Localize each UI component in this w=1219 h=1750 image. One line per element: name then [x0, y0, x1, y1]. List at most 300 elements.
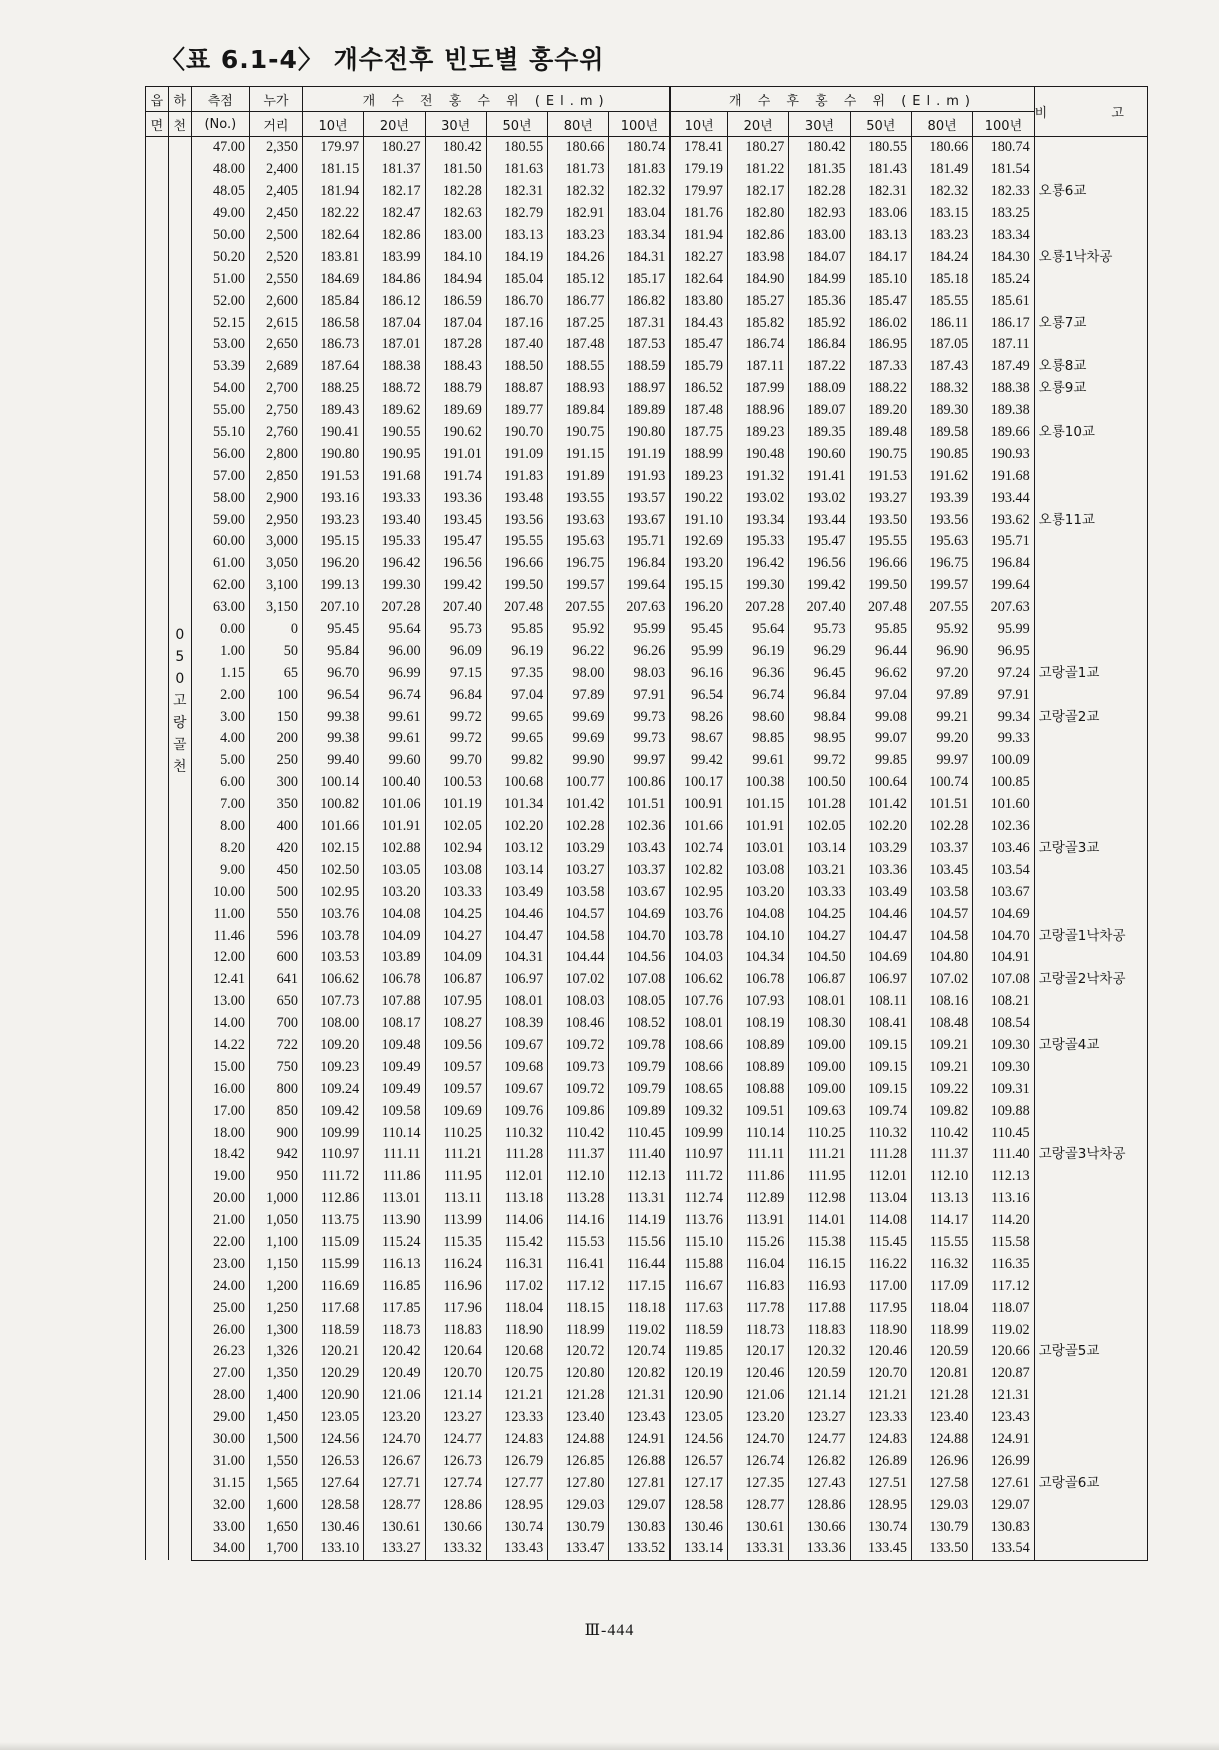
remark-cell: 고랑골3교 — [1034, 838, 1147, 860]
cumdist-cell: 1,250 — [249, 1297, 302, 1319]
station-cell: 4.00 — [191, 728, 249, 750]
before-level-cell: 199.13 — [302, 575, 363, 597]
station-cell: 11.00 — [191, 903, 249, 925]
cumdist-cell: 1,326 — [249, 1341, 302, 1363]
after-level-cell: 126.74 — [728, 1450, 789, 1472]
after-level-cell: 111.37 — [911, 1144, 972, 1166]
after-level-cell: 184.24 — [911, 246, 972, 268]
after-level-cell: 99.85 — [850, 750, 911, 772]
before-level-cell: 113.11 — [425, 1188, 486, 1210]
after-level-cell: 101.66 — [670, 816, 727, 838]
cumdist-cell: 2,350 — [249, 137, 302, 159]
after-level-cell: 189.30 — [911, 400, 972, 422]
before-level-cell: 103.89 — [364, 947, 425, 969]
after-level-cell: 103.33 — [789, 881, 850, 903]
after-level-cell: 115.55 — [911, 1232, 972, 1254]
remark-cell — [1034, 1210, 1147, 1232]
after-level-cell: 107.08 — [973, 969, 1034, 991]
after-level-cell: 109.00 — [789, 1078, 850, 1100]
station-cell: 63.00 — [191, 597, 249, 619]
cumdist-cell: 550 — [249, 903, 302, 925]
before-level-cell: 182.32 — [609, 181, 670, 203]
after-level-cell: 187.11 — [973, 334, 1034, 356]
after-level-cell: 100.09 — [973, 750, 1034, 772]
after-level-cell: 199.30 — [728, 575, 789, 597]
after-level-cell: 100.17 — [670, 772, 727, 794]
river-name-char: 0 — [175, 627, 185, 643]
before-level-cell: 109.67 — [486, 1078, 547, 1100]
before-level-cell: 180.74 — [609, 137, 670, 159]
before-level-cell: 109.49 — [364, 1078, 425, 1100]
before-level-cell: 187.01 — [364, 334, 425, 356]
before-level-cell: 120.68 — [486, 1341, 547, 1363]
station-cell: 49.00 — [191, 203, 249, 225]
after-level-cell: 99.21 — [911, 706, 972, 728]
before-level-cell: 133.52 — [609, 1538, 670, 1560]
after-level-cell: 120.87 — [973, 1363, 1034, 1385]
after-level-cell: 128.77 — [728, 1494, 789, 1516]
after-level-cell: 184.17 — [850, 246, 911, 268]
before-level-cell: 190.80 — [302, 443, 363, 465]
after-level-cell: 193.39 — [911, 487, 972, 509]
after-level-cell: 103.20 — [728, 881, 789, 903]
before-level-cell: 113.99 — [425, 1210, 486, 1232]
before-level-cell: 195.15 — [302, 531, 363, 553]
station-cell: 48.05 — [191, 181, 249, 203]
after-level-cell: 95.45 — [670, 619, 727, 641]
station-cell: 25.00 — [191, 1297, 249, 1319]
after-level-cell: 104.34 — [728, 947, 789, 969]
before-level-cell: 196.56 — [425, 553, 486, 575]
before-level-cell: 113.75 — [302, 1210, 363, 1232]
table-row — [146, 181, 1148, 203]
after-level-cell: 196.66 — [850, 553, 911, 575]
before-level-cell: 109.20 — [302, 1035, 363, 1057]
after-level-cell: 104.10 — [728, 925, 789, 947]
cumdist-cell: 2,600 — [249, 290, 302, 312]
after-level-cell: 116.15 — [789, 1253, 850, 1275]
before-level-cell: 101.34 — [486, 794, 547, 816]
before-level-cell: 99.38 — [302, 728, 363, 750]
before-level-cell: 96.00 — [364, 640, 425, 662]
after-level-cell: 124.56 — [670, 1429, 727, 1451]
table-row — [146, 356, 1148, 378]
after-level-cell: 102.95 — [670, 881, 727, 903]
after-level-cell: 121.28 — [911, 1385, 972, 1407]
after-level-cell: 109.82 — [911, 1100, 972, 1122]
after-level-cell: 186.95 — [850, 334, 911, 356]
after-level-cell: 130.46 — [670, 1516, 727, 1538]
after-level-cell: 103.36 — [850, 859, 911, 881]
after-level-cell: 195.33 — [728, 531, 789, 553]
after-level-cell: 108.30 — [789, 1013, 850, 1035]
before-level-cell: 99.38 — [302, 706, 363, 728]
table-row — [146, 838, 1148, 860]
before-level-cell: 187.40 — [486, 334, 547, 356]
station-cell: 1.15 — [191, 662, 249, 684]
after-level-cell: 193.02 — [789, 487, 850, 509]
after-level-cell: 128.95 — [850, 1494, 911, 1516]
after-level-cell: 99.61 — [728, 750, 789, 772]
before-level-cell: 109.67 — [486, 1035, 547, 1057]
before-level-cell: 103.20 — [364, 881, 425, 903]
after-level-cell: 104.03 — [670, 947, 727, 969]
after-level-cell: 187.05 — [911, 334, 972, 356]
before-level-cell: 199.42 — [425, 575, 486, 597]
remark-cell — [1034, 903, 1147, 925]
before-level-cell: 96.09 — [425, 640, 486, 662]
station-cell: 19.00 — [191, 1166, 249, 1188]
before-level-cell: 195.63 — [548, 531, 609, 553]
table-row — [146, 422, 1148, 444]
before-level-cell: 120.21 — [302, 1341, 363, 1363]
after-level-cell: 116.83 — [728, 1275, 789, 1297]
before-level-cell: 108.52 — [609, 1013, 670, 1035]
after-level-cell: 103.37 — [911, 838, 972, 860]
before-level-cell: 95.99 — [609, 619, 670, 641]
station-cell: 61.00 — [191, 553, 249, 575]
before-level-cell: 111.40 — [609, 1144, 670, 1166]
after-level-cell: 184.99 — [789, 268, 850, 290]
before-level-cell: 109.49 — [364, 1056, 425, 1078]
table-row — [146, 509, 1148, 531]
before-level-cell: 111.37 — [548, 1144, 609, 1166]
before-level-cell: 188.97 — [609, 378, 670, 400]
after-level-cell: 195.55 — [850, 531, 911, 553]
after-level-cell: 118.59 — [670, 1319, 727, 1341]
after-level-cell: 185.47 — [850, 290, 911, 312]
after-level-cell: 180.55 — [850, 137, 911, 159]
after-level-cell: 181.54 — [973, 159, 1034, 181]
station-cell: 53.00 — [191, 334, 249, 356]
table-row — [146, 1363, 1148, 1385]
before-level-cell: 124.77 — [425, 1429, 486, 1451]
before-level-cell: 191.89 — [548, 465, 609, 487]
before-level-cell: 108.01 — [486, 991, 547, 1013]
cumdist-cell: 942 — [249, 1144, 302, 1166]
before-level-cell: 181.94 — [302, 181, 363, 203]
header-after-group: 개 수 후 홍 수 위 (El.m) — [670, 87, 1034, 112]
after-level-cell: 128.86 — [789, 1494, 850, 1516]
after-level-cell: 110.25 — [789, 1122, 850, 1144]
before-level-cell: 104.58 — [548, 925, 609, 947]
before-level-cell: 109.79 — [609, 1078, 670, 1100]
station-cell: 51.00 — [191, 268, 249, 290]
station-cell: 21.00 — [191, 1210, 249, 1232]
before-level-cell: 99.72 — [425, 728, 486, 750]
station-cell: 31.15 — [191, 1472, 249, 1494]
remark-cell — [1034, 1166, 1147, 1188]
cumdist-cell: 2,850 — [249, 465, 302, 487]
before-level-cell: 102.88 — [364, 838, 425, 860]
cumdist-cell: 2,700 — [249, 378, 302, 400]
after-level-cell: 110.14 — [728, 1122, 789, 1144]
after-level-cell: 179.19 — [670, 159, 727, 181]
after-level-cell: 114.20 — [973, 1210, 1034, 1232]
after-level-cell: 186.02 — [850, 312, 911, 334]
table-row — [146, 1253, 1148, 1275]
table-row — [146, 597, 1148, 619]
before-level-cell: 109.72 — [548, 1078, 609, 1100]
before-level-cell: 107.02 — [548, 969, 609, 991]
before-level-cell: 109.69 — [425, 1100, 486, 1122]
before-level-cell: 110.25 — [425, 1122, 486, 1144]
table-row — [146, 1275, 1148, 1297]
before-level-cell: 104.44 — [548, 947, 609, 969]
before-level-cell: 207.63 — [609, 597, 670, 619]
after-level-cell: 193.34 — [728, 509, 789, 531]
after-level-cell: 116.67 — [670, 1275, 727, 1297]
after-level-cell: 100.38 — [728, 772, 789, 794]
before-level-cell: 95.73 — [425, 619, 486, 641]
before-level-cell: 190.55 — [364, 422, 425, 444]
cumdist-cell: 750 — [249, 1056, 302, 1078]
before-level-cell: 126.73 — [425, 1450, 486, 1472]
cumdist-cell: 900 — [249, 1122, 302, 1144]
after-level-cell: 116.04 — [728, 1253, 789, 1275]
after-level-cell: 193.44 — [973, 487, 1034, 509]
cumdist-cell: 1,200 — [249, 1275, 302, 1297]
before-level-cell: 183.99 — [364, 246, 425, 268]
after-level-cell: 179.97 — [670, 181, 727, 203]
before-level-cell: 189.43 — [302, 400, 363, 422]
after-level-cell: 118.73 — [728, 1319, 789, 1341]
after-level-cell: 96.84 — [789, 684, 850, 706]
before-level-cell: 109.79 — [609, 1056, 670, 1078]
station-cell: 2.00 — [191, 684, 249, 706]
before-level-cell: 99.69 — [548, 728, 609, 750]
after-level-cell: 178.41 — [670, 137, 727, 159]
before-level-cell: 185.17 — [609, 268, 670, 290]
header-before-100yr: 100년 — [609, 112, 670, 137]
table-row — [146, 1144, 1148, 1166]
after-level-cell: 108.88 — [728, 1078, 789, 1100]
before-level-cell: 123.43 — [609, 1407, 670, 1429]
header-station-2: (No.) — [191, 112, 249, 137]
after-level-cell: 188.99 — [670, 443, 727, 465]
after-level-cell: 124.91 — [973, 1429, 1034, 1451]
after-level-cell: 183.00 — [789, 225, 850, 247]
after-level-cell: 185.36 — [789, 290, 850, 312]
after-level-cell: 181.49 — [911, 159, 972, 181]
before-level-cell: 116.41 — [548, 1253, 609, 1275]
table-row — [146, 969, 1148, 991]
after-level-cell: 123.40 — [911, 1407, 972, 1429]
before-level-cell: 186.70 — [486, 290, 547, 312]
before-level-cell: 117.02 — [486, 1275, 547, 1297]
before-level-cell: 121.06 — [364, 1385, 425, 1407]
station-cell: 60.00 — [191, 531, 249, 553]
after-level-cell: 196.42 — [728, 553, 789, 575]
after-level-cell: 96.54 — [670, 684, 727, 706]
before-level-cell: 189.84 — [548, 400, 609, 422]
station-cell: 18.42 — [191, 1144, 249, 1166]
remark-cell — [1034, 443, 1147, 465]
after-level-cell: 129.03 — [911, 1494, 972, 1516]
cumdist-cell: 0 — [249, 619, 302, 641]
after-level-cell: 108.41 — [850, 1013, 911, 1035]
after-level-cell: 96.45 — [789, 662, 850, 684]
station-cell: 26.23 — [191, 1341, 249, 1363]
after-level-cell: 180.66 — [911, 137, 972, 159]
remark-cell — [1034, 290, 1147, 312]
cumdist-cell: 2,750 — [249, 400, 302, 422]
after-level-cell: 95.73 — [789, 619, 850, 641]
after-level-cell: 101.51 — [911, 794, 972, 816]
before-level-cell: 196.84 — [609, 553, 670, 575]
before-level-cell: 101.91 — [364, 816, 425, 838]
before-level-cell: 207.10 — [302, 597, 363, 619]
before-level-cell: 108.27 — [425, 1013, 486, 1035]
header-after-20yr: 20년 — [728, 112, 789, 137]
before-level-cell: 188.55 — [548, 356, 609, 378]
before-level-cell: 180.27 — [364, 137, 425, 159]
before-level-cell: 97.35 — [486, 662, 547, 684]
after-level-cell: 193.20 — [670, 553, 727, 575]
header-before-50yr: 50년 — [486, 112, 547, 137]
before-level-cell: 108.00 — [302, 1013, 363, 1035]
remark-cell — [1034, 203, 1147, 225]
after-level-cell: 199.42 — [789, 575, 850, 597]
table-row — [146, 487, 1148, 509]
before-level-cell: 133.43 — [486, 1538, 547, 1560]
cumdist-cell: 2,550 — [249, 268, 302, 290]
after-level-cell: 100.64 — [850, 772, 911, 794]
after-level-cell: 185.61 — [973, 290, 1034, 312]
cumdist-cell: 722 — [249, 1035, 302, 1057]
after-level-cell: 110.45 — [973, 1122, 1034, 1144]
cumdist-cell: 2,405 — [249, 181, 302, 203]
remark-cell — [1034, 1297, 1147, 1319]
before-level-cell: 120.64 — [425, 1341, 486, 1363]
station-cell: 8.00 — [191, 816, 249, 838]
after-level-cell: 189.38 — [973, 400, 1034, 422]
after-level-cell: 191.41 — [789, 465, 850, 487]
before-level-cell: 104.08 — [364, 903, 425, 925]
before-level-cell: 193.57 — [609, 487, 670, 509]
after-level-cell: 104.58 — [911, 925, 972, 947]
before-level-cell: 191.93 — [609, 465, 670, 487]
before-level-cell: 111.11 — [364, 1144, 425, 1166]
page-number: Ⅲ-444 — [584, 1622, 635, 1639]
after-level-cell: 189.23 — [728, 422, 789, 444]
before-level-cell: 191.01 — [425, 443, 486, 465]
remark-cell — [1034, 1494, 1147, 1516]
table-row — [146, 1450, 1148, 1472]
before-level-cell: 100.68 — [486, 772, 547, 794]
before-level-cell: 103.43 — [609, 838, 670, 860]
after-level-cell: 104.91 — [973, 947, 1034, 969]
before-level-cell: 109.99 — [302, 1122, 363, 1144]
after-level-cell: 118.90 — [850, 1319, 911, 1341]
before-level-cell: 107.08 — [609, 969, 670, 991]
after-level-cell: 130.74 — [850, 1516, 911, 1538]
before-level-cell: 96.70 — [302, 662, 363, 684]
before-level-cell: 104.27 — [425, 925, 486, 947]
before-level-cell: 180.42 — [425, 137, 486, 159]
cumdist-cell: 2,760 — [249, 422, 302, 444]
before-level-cell: 103.05 — [364, 859, 425, 881]
after-level-cell: 124.83 — [850, 1429, 911, 1451]
before-level-cell: 126.67 — [364, 1450, 425, 1472]
after-level-cell: 120.90 — [670, 1385, 727, 1407]
before-level-cell: 100.86 — [609, 772, 670, 794]
after-level-cell: 185.47 — [670, 334, 727, 356]
cumdist-cell: 641 — [249, 969, 302, 991]
after-level-cell: 129.07 — [973, 1494, 1034, 1516]
before-level-cell: 193.16 — [302, 487, 363, 509]
remark-cell — [1034, 881, 1147, 903]
before-level-cell: 187.31 — [609, 312, 670, 334]
cumdist-cell: 1,565 — [249, 1472, 302, 1494]
before-level-cell: 109.57 — [425, 1078, 486, 1100]
after-level-cell: 118.07 — [973, 1297, 1034, 1319]
before-level-cell: 189.77 — [486, 400, 547, 422]
after-level-cell: 103.78 — [670, 925, 727, 947]
remark-cell — [1034, 1319, 1147, 1341]
before-level-cell: 182.86 — [364, 225, 425, 247]
cumdist-cell: 2,650 — [249, 334, 302, 356]
after-level-cell: 107.02 — [911, 969, 972, 991]
remark-cell: 고랑골4교 — [1034, 1035, 1147, 1057]
after-level-cell: 104.80 — [911, 947, 972, 969]
before-level-cell: 127.81 — [609, 1472, 670, 1494]
before-level-cell: 128.86 — [425, 1494, 486, 1516]
before-level-cell: 96.26 — [609, 640, 670, 662]
header-after-50yr: 50년 — [850, 112, 911, 137]
before-level-cell: 187.28 — [425, 334, 486, 356]
table-row — [146, 1188, 1148, 1210]
after-level-cell: 182.80 — [728, 203, 789, 225]
station-cell: 13.00 — [191, 991, 249, 1013]
after-level-cell: 104.50 — [789, 947, 850, 969]
before-level-cell: 117.96 — [425, 1297, 486, 1319]
before-level-cell: 120.70 — [425, 1363, 486, 1385]
after-level-cell: 187.48 — [670, 400, 727, 422]
after-level-cell: 182.93 — [789, 203, 850, 225]
remark-cell — [1034, 816, 1147, 838]
after-level-cell: 110.32 — [850, 1122, 911, 1144]
before-level-cell: 181.37 — [364, 159, 425, 181]
after-level-cell: 113.16 — [973, 1188, 1034, 1210]
remark-cell — [1034, 859, 1147, 881]
after-level-cell: 207.55 — [911, 597, 972, 619]
remark-cell — [1034, 400, 1147, 422]
after-level-cell: 120.66 — [973, 1341, 1034, 1363]
after-level-cell: 114.17 — [911, 1210, 972, 1232]
remark-cell — [1034, 575, 1147, 597]
after-level-cell: 111.86 — [728, 1166, 789, 1188]
table-row — [146, 1166, 1148, 1188]
before-level-cell: 207.28 — [364, 597, 425, 619]
cumdist-cell: 2,500 — [249, 225, 302, 247]
before-level-cell: 127.71 — [364, 1472, 425, 1494]
after-level-cell: 102.20 — [850, 816, 911, 838]
before-level-cell: 193.48 — [486, 487, 547, 509]
remark-cell — [1034, 1232, 1147, 1254]
before-level-cell: 182.32 — [548, 181, 609, 203]
after-level-cell: 107.76 — [670, 991, 727, 1013]
table-row — [146, 1122, 1148, 1144]
after-level-cell: 113.13 — [911, 1188, 972, 1210]
before-level-cell: 191.09 — [486, 443, 547, 465]
remark-cell — [1034, 728, 1147, 750]
after-level-cell: 110.42 — [911, 1122, 972, 1144]
remark-cell — [1034, 1078, 1147, 1100]
after-level-cell: 109.21 — [911, 1056, 972, 1078]
before-level-cell: 183.34 — [609, 225, 670, 247]
before-level-cell: 121.28 — [548, 1385, 609, 1407]
